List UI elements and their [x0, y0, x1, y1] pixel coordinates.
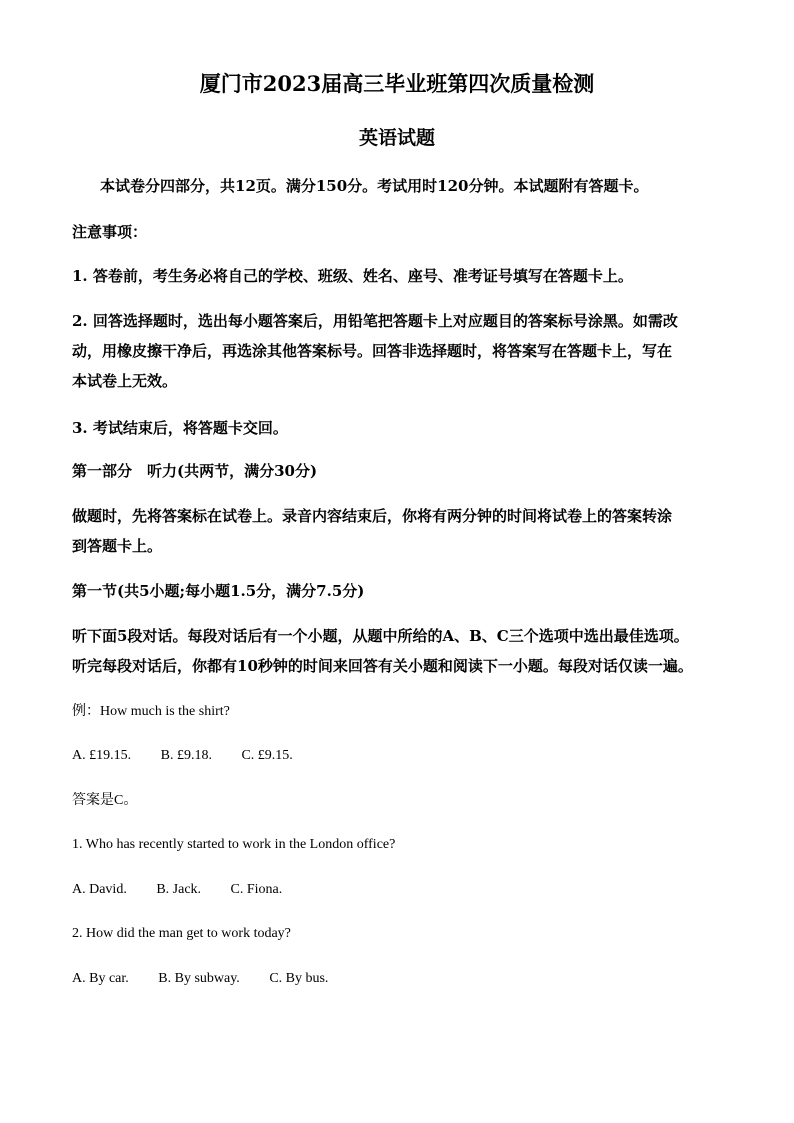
question-2-option-c: C. By bus.	[269, 971, 329, 986]
question-1-option-a: A. David.	[72, 882, 127, 897]
notice-item-2-line-1: 2. 回答选择题时，选出每小题答案后，用铅笔把答题卡上对应题目的答案标号涂黑。如需改	[72, 312, 678, 330]
example-option-c: C. £9.15.	[241, 748, 293, 763]
question-2-option-b: B. By subway.	[158, 971, 240, 986]
part1-instruction-line-2: 到答题卡上。	[72, 537, 163, 555]
notice-heading: 注意事项：	[72, 223, 148, 241]
question-2: 2. How did the man get to work today?	[72, 926, 291, 941]
intro-text: 本试卷分四部分，共12页。满分150分。考试用时120分钟。本试题附有答题卡。	[100, 177, 649, 195]
question-1-option-b: B. Jack.	[156, 882, 202, 897]
example-option-a: A. £19.15.	[72, 748, 132, 763]
example-question: 例：How much is the shirt?	[72, 704, 230, 719]
page-subtitle: 英语试题	[358, 127, 435, 149]
example-option-b: B. £9.18.	[160, 748, 212, 763]
example-options	[72, 746, 319, 766]
question-1-option-c: C. Fiona.	[230, 882, 283, 897]
notice-item-2-line-2: 动，用橡皮擦干净后，再选涂其他答案标号。回答非选择题时，将答案写在答题卡上，写在	[72, 342, 673, 360]
question-2-options	[72, 969, 354, 989]
part1-heading: 第一部分 听力(共两节，满分30分)	[72, 462, 318, 480]
section1-instruction-line-1: 听下面5段对话。每段对话后有一个小题，从题中所给的A、B、C三个选项中选出最佳选项。	[72, 627, 689, 645]
notice-item-2-line-3: 本试卷上无效。	[72, 372, 178, 390]
question-1: 1. Who has recently started to work in the London office?	[72, 837, 396, 852]
notice-item-1: 1. 答卷前，考生务必将自己的学校、班级、姓名、座号、准考证号填写在答题卡上。	[72, 267, 633, 285]
example-answer: 答案是C。	[72, 793, 138, 808]
section1-heading: 第一节(共5小题;每小题1.5分，满分7.5分)	[72, 582, 365, 600]
question-1-options	[72, 880, 308, 900]
part1-instruction-line-1: 做题时，先将答案标在试卷上。录音内容结束后，你将有两分钟的时间将试卷上的答案转涂	[72, 507, 673, 525]
section1-instruction-line-2: 听完每段对话后，你都有10秒钟的时间来回答有关小题和阅读下一小题。每段对话仅读一遍。	[72, 657, 693, 675]
question-2-option-a: A. By car.	[72, 971, 129, 986]
notice-item-3: 3. 考试结束后，将答题卡交回。	[72, 419, 288, 437]
page-title: 厦门市2023届高三毕业班第四次质量检测	[199, 71, 595, 96]
